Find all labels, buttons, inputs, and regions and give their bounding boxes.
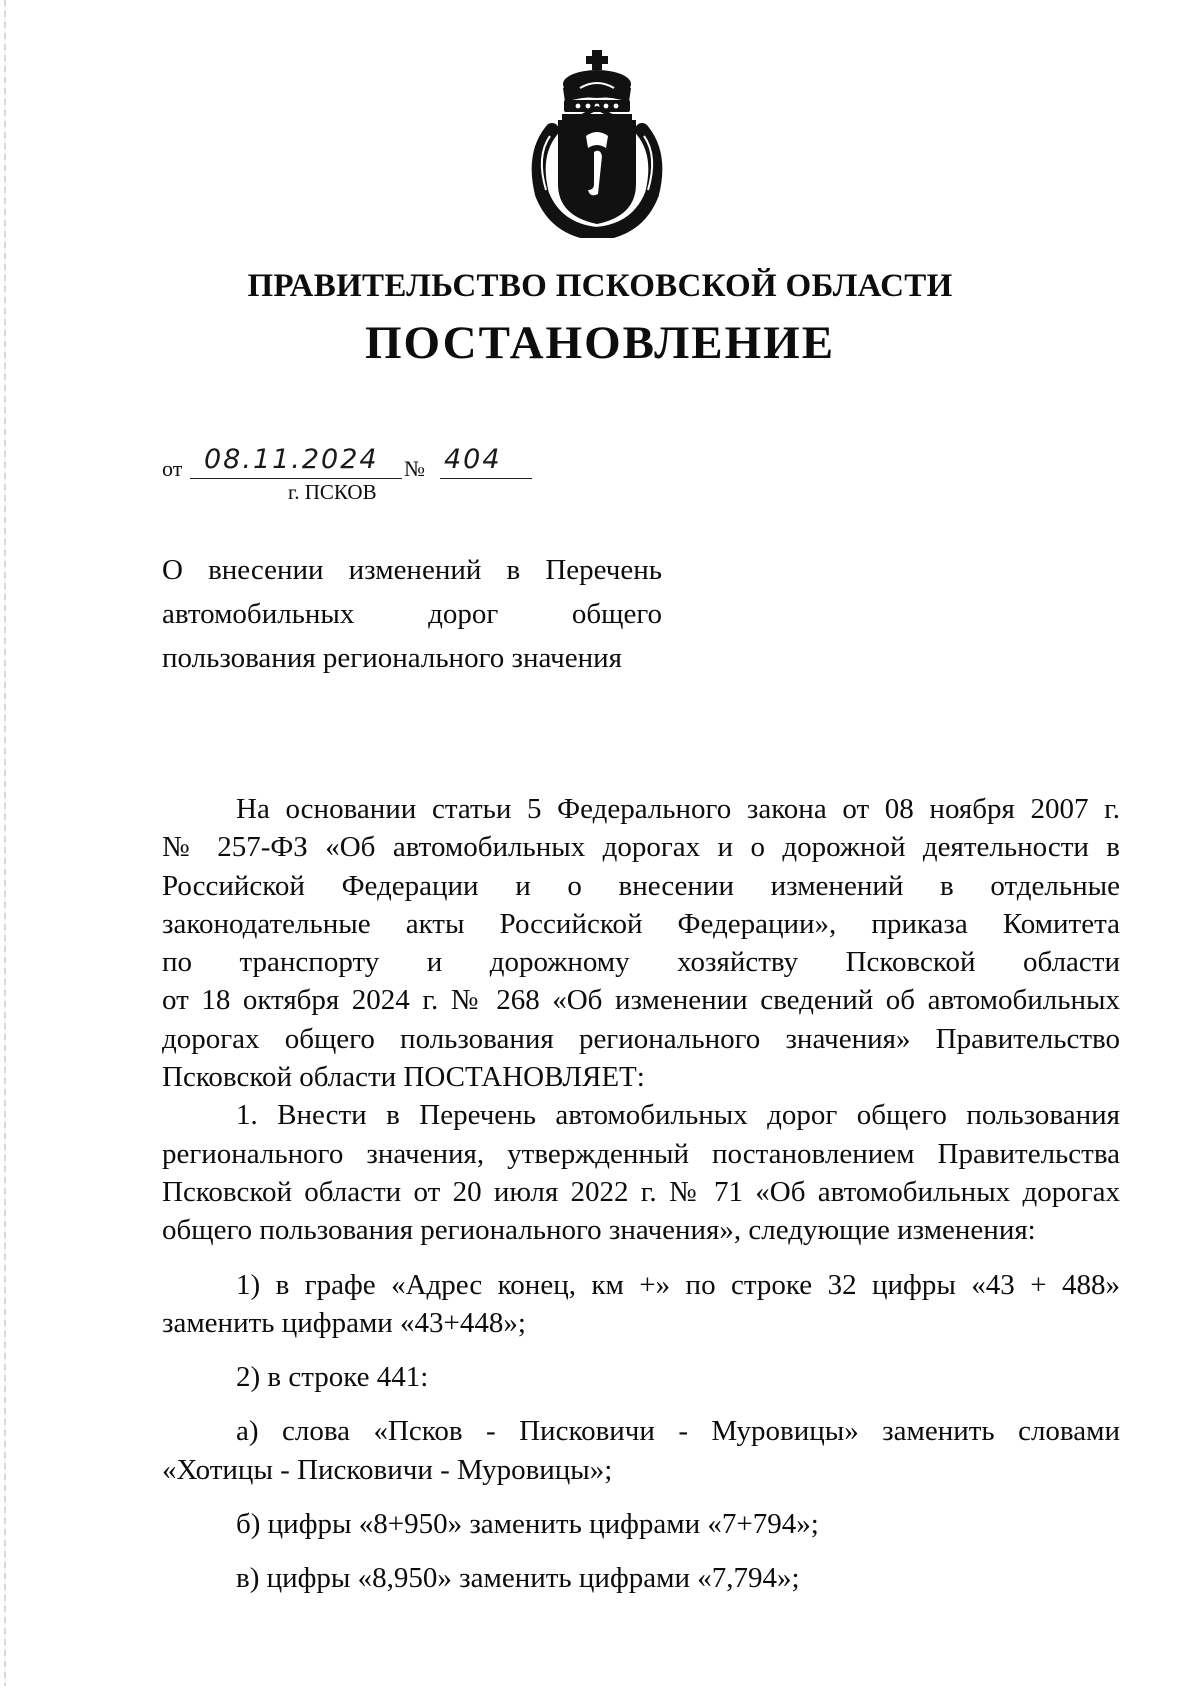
document-subject: [162, 548, 662, 680]
number-sign: №: [404, 456, 425, 481]
text-line: от 18 октября 2024 г. № 268 «Об изменении сведений об автомобильных: [162, 984, 1120, 1017]
text-line: законодательные акты Российской Федерации», приказа Комитета: [162, 907, 1120, 940]
coat-of-arms-emblem: [528, 44, 666, 238]
item-1-paragraph: [162, 1096, 1120, 1249]
text-line: в) цифры «8,950» заменить цифрами «7,794»;: [236, 1562, 800, 1595]
text-line: по транспорту и дорожному хозяйству Псковской области: [162, 946, 1120, 979]
subject-line: автомобильных дорог общего: [162, 598, 662, 630]
handwritten-number: 404: [444, 444, 502, 475]
text-line: «Хотицы - Писковичи - Муровицы»;: [162, 1453, 613, 1486]
text-line: общего пользования регионального значения», следующие изменения:: [162, 1214, 1036, 1247]
text-line: Псковской области ПОСТАНОВЛЯЕТ:: [162, 1061, 645, 1094]
scan-edge: [4, 0, 6, 1686]
preamble-paragraph: [162, 790, 1120, 1096]
date-field: [190, 446, 402, 479]
document-type-title: ПОСТАНОВЛЕНИЕ: [364, 317, 836, 369]
subitem-2v-paragraph: [162, 1559, 1120, 1597]
subject-line: пользования регионального значения: [162, 642, 623, 674]
text-line: а) слова «Псков - Писковичи - Муровицы» заменить словами: [236, 1415, 1120, 1448]
subitem-1-paragraph: [162, 1266, 1120, 1343]
government-title: ПРАВИТЕЛЬСТВО ПСКОВСКОЙ ОБЛАСТИ: [247, 268, 953, 304]
subitem-2b-paragraph: [162, 1505, 1120, 1543]
text-line: дорогах общего пользования регионального значения» Правительство: [162, 1022, 1120, 1055]
text-line: б) цифры «8+950» заменить цифрами «7+794»;: [236, 1508, 819, 1541]
subitem-2a-paragraph: [162, 1412, 1120, 1489]
text-line: № 257-ФЗ «Об автомобильных дорогах и о дорожной деятельности в: [162, 831, 1120, 864]
text-line: 1) в графе «Адрес конец, км +» по строке 32 цифры «43 + 488»: [236, 1268, 1120, 1301]
text-line: заменить цифрами «43+448»;: [162, 1306, 526, 1339]
number-field: [440, 446, 532, 479]
text-line: 2) в строке 441:: [236, 1361, 429, 1394]
date-prefix: от: [162, 456, 183, 481]
subitem-2-heading: [162, 1358, 1120, 1396]
handwritten-date: 08.11.2024: [204, 444, 379, 475]
subject-line: О внесении изменений в Перечень: [162, 554, 662, 586]
text-line: 1. Внести в Перечень автомобильных дорог общего пользования: [236, 1099, 1120, 1132]
city-label: г. ПСКОВ: [288, 480, 377, 504]
text-line: регионального значения, утвержденный постановлением Правительства: [162, 1137, 1120, 1170]
document-body: [162, 790, 1120, 1598]
text-line: Российской Федерации и о внесении изменений в отдельные: [162, 869, 1120, 902]
text-line: На основании статьи 5 Федерального закона от 08 ноября 2007 г.: [236, 793, 1120, 825]
text-line: Псковской области от 20 июля 2022 г. № 71 «Об автомобильных дорогах: [162, 1175, 1120, 1208]
